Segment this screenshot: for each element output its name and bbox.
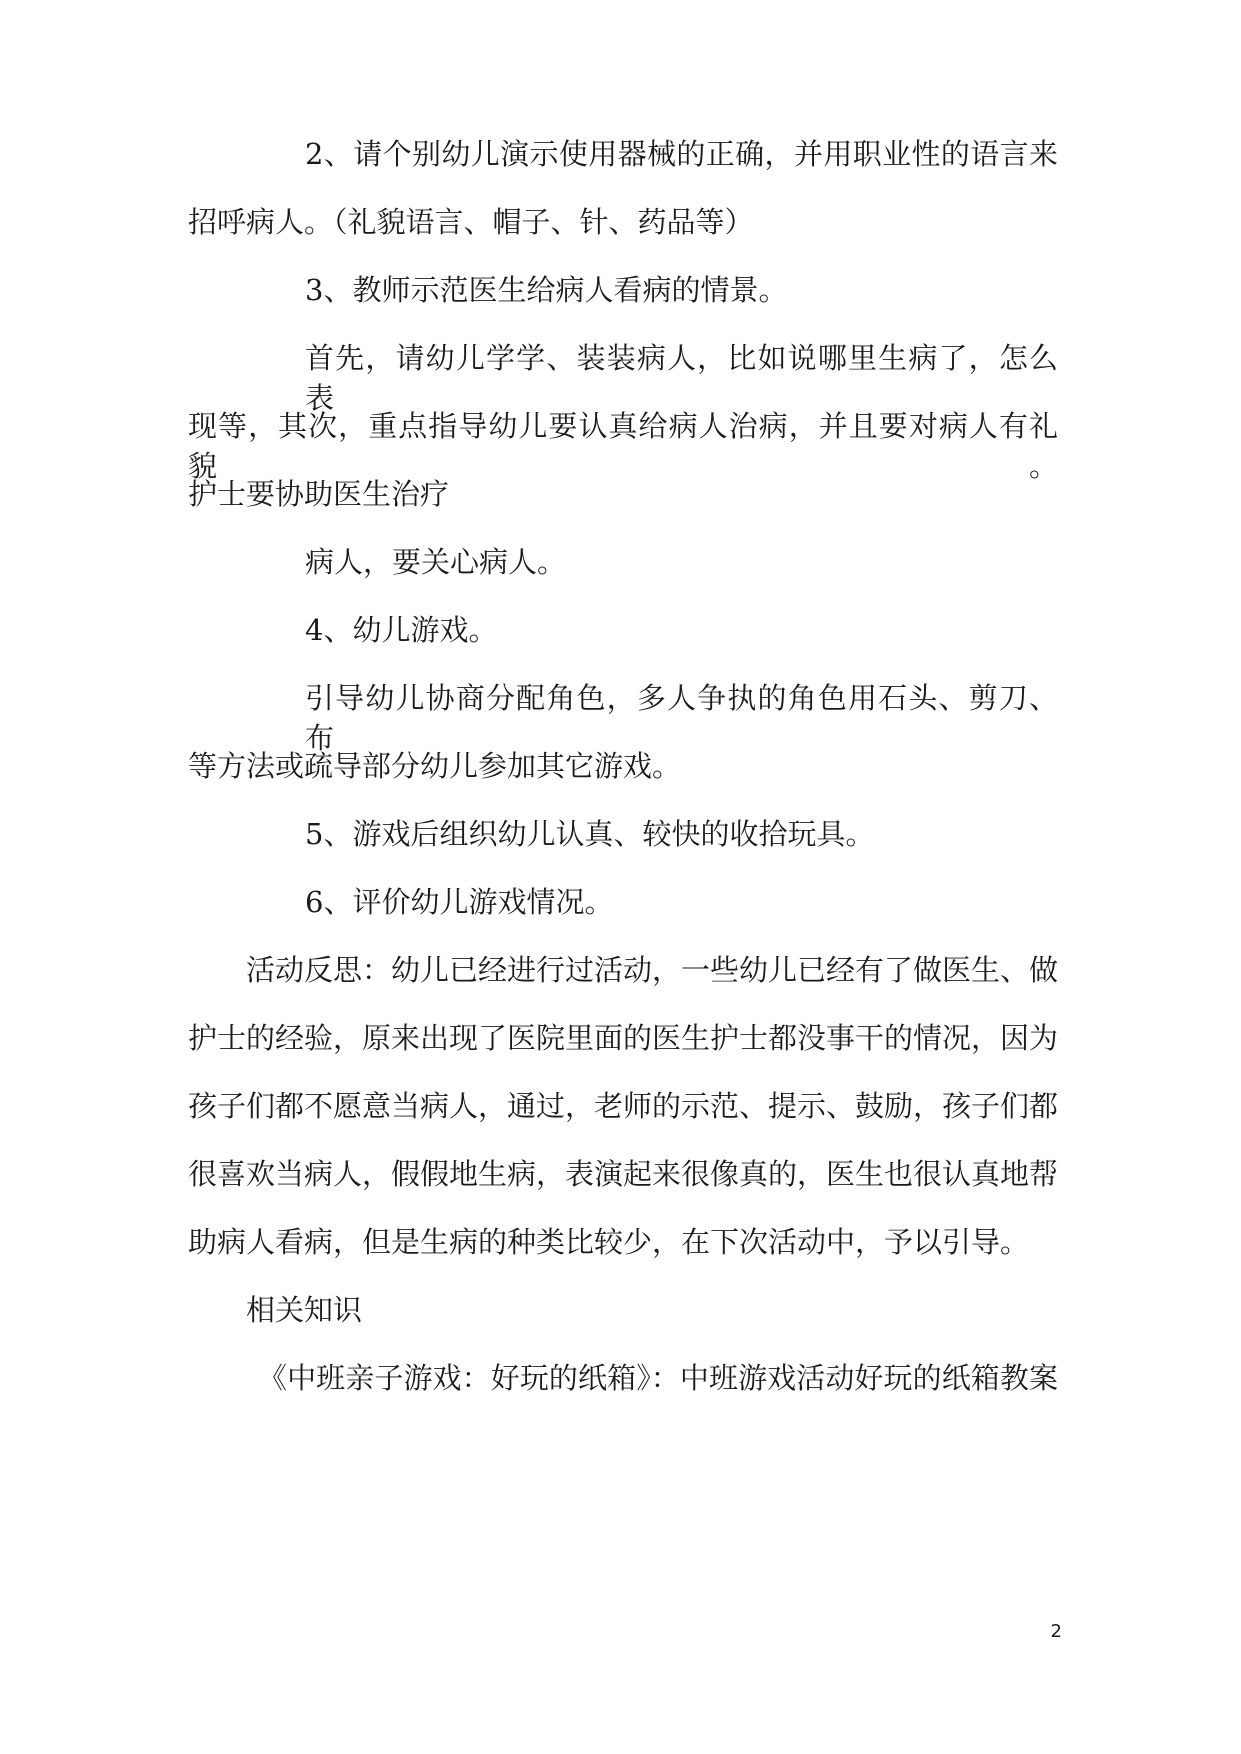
related-link-line: 《中班亲子游戏：好玩的纸箱》：中班游戏活动好玩的纸箱教案 — [258, 1361, 1058, 1395]
paragraph-line-14: 护士的经验，原来出现了医院里面的医生护士都没事干的情况，因为 — [188, 1021, 1059, 1055]
paragraph-line-8: 4、幼儿游戏。 — [305, 613, 498, 647]
paragraph-line-13: 活动反思：幼儿已经进行过活动，一些幼儿已经有了做医生、做 — [246, 953, 1059, 987]
paragraph-line-17: 助病人看病，但是生病的种类比较少，在下次活动中，予以引导。 — [188, 1225, 1030, 1259]
paragraph-line-7: 病人，要关心病人。 — [305, 545, 567, 579]
paragraph-line-6: 护士要协助医生治疗 — [188, 477, 450, 511]
paragraph-line-12: 6、评价幼儿游戏情况。 — [305, 885, 614, 919]
paragraph-line-4: 首先，请幼儿学学、装装病人，比如说哪里生病了，怎么表 — [305, 341, 1058, 415]
paragraph-line-16: 很喜欢当病人，假假地生病，表演起来很像真的，医生也很认真地帮 — [188, 1157, 1059, 1191]
paragraph-line-9: 引导幼儿协商分配角色，多人争执的角色用石头、剪刀、布 — [305, 681, 1058, 755]
paragraph-line-5: 现等，其次，重点指导幼儿要认真给病人治病，并且要对病人有礼貌。 — [188, 409, 1058, 483]
paragraph-line-11: 5、游戏后组织幼儿认真、较快的收拾玩具。 — [305, 817, 875, 851]
paragraph-line-3: 3、教师示范医生给病人看病的情景。 — [305, 273, 788, 307]
page-number: 2 — [1050, 1621, 1062, 1642]
paragraph-line-10: 等方法或疏导部分幼儿参加其它游戏。 — [188, 749, 682, 783]
paragraph-line-2: 招呼病人。（礼貌语言、帽子、针、药品等） — [188, 205, 754, 239]
section-heading: 相关知识 — [246, 1293, 363, 1327]
paragraph-line-15: 孩子们都不愿意当病人，通过，老师的示范、提示、鼓励，孩子们都 — [188, 1089, 1059, 1123]
paragraph-line-1: 2、请个别幼儿演示使用器械的正确，并用职业性的语言来 — [305, 137, 1058, 171]
